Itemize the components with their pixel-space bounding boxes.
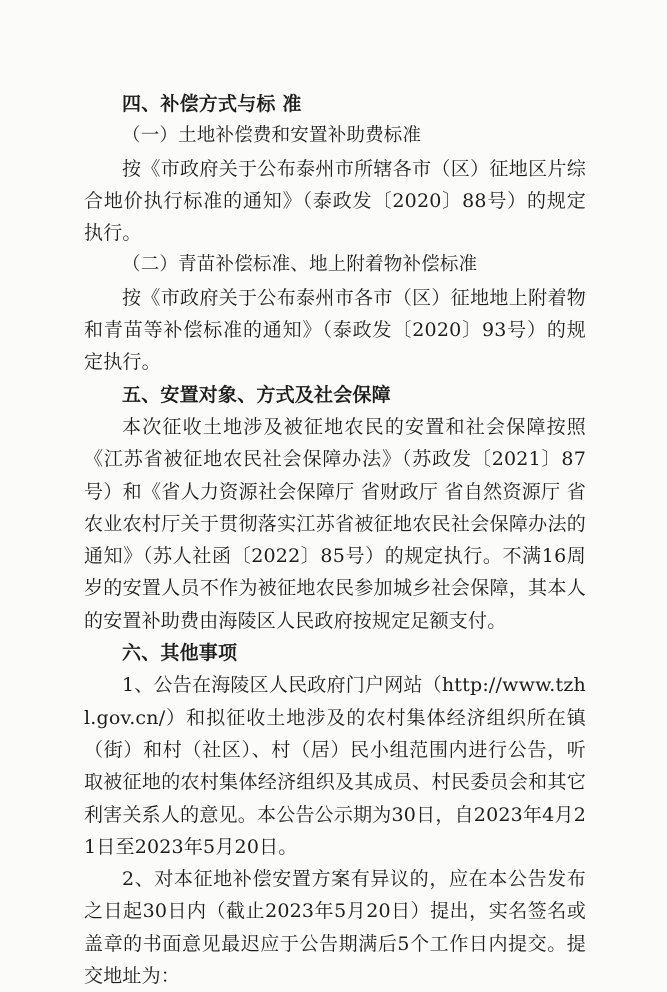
- paragraph-crop-compensation: 按《市政府关于公布泰州市各市（区）征地地上附着物和青苗等补偿标准的通知》（泰政发〔2020〕93号）的规定执行。: [84, 286, 586, 374]
- section-heading-compensation: 四、补偿方式与标 准: [122, 93, 302, 115]
- paragraph-objection: 2、对本征地补偿安置方案有异议的，应在本公告发布之日起30日内（截止2023年5月20日）提出，实名签名或盖章的书面意见最迟应于公告期满后5个工作日内提交。提交地址为：: [84, 868, 586, 988]
- paragraph-announcement: 1、公告在海陵区人民政府门户网站（http://www.tzhl.gov.cn/）和拟征收土地涉及的农村集体经济组织所在镇（街）和村（社区）、村（居）民小组范围内进行公告，听取被征地的农村集体经济组织及其成员、村民委员会和其它利害关系人的意见。本公告公示期为30日，自2023年4月21日至2023年5月20日。: [84, 674, 586, 858]
- subheading-land-compensation: （一）土地补偿费和安置补助费标准: [122, 125, 422, 147]
- paragraph-resettlement: 本次征收土地涉及被征地农民的安置和社会保障按照《江苏省被征地农民社会保障办法》（苏政发〔2021〕87号）和《省人力资源社会保障厅 省财政厅 省自然资源厅 省农业农村厅关于贯彻落实江苏省被征地农民社会保障办法的通知》（苏人社函〔2022〕85号）的规定执行。不满16周岁的安置人员不作为被征地农民参加城乡社会保障，其本人的安置补助费由海陵区人民政府按规定足额支付。: [84, 415, 586, 632]
- section-heading-other-matters: 六、其他事项: [122, 642, 238, 665]
- paragraph-land-compensation: 按《市政府关于公布泰州市所辖各市（区）征地区片综合地价执行标准的通知》（泰政发〔2020〕88号）的规定执行。: [84, 157, 586, 245]
- subheading-crop-compensation: （二）青苗补偿标准、地上附着物补偿标准: [122, 254, 478, 276]
- document-body: [84, 88, 586, 992]
- section-heading-resettlement: 五、安置对象、方式及社会保障: [122, 383, 391, 406]
